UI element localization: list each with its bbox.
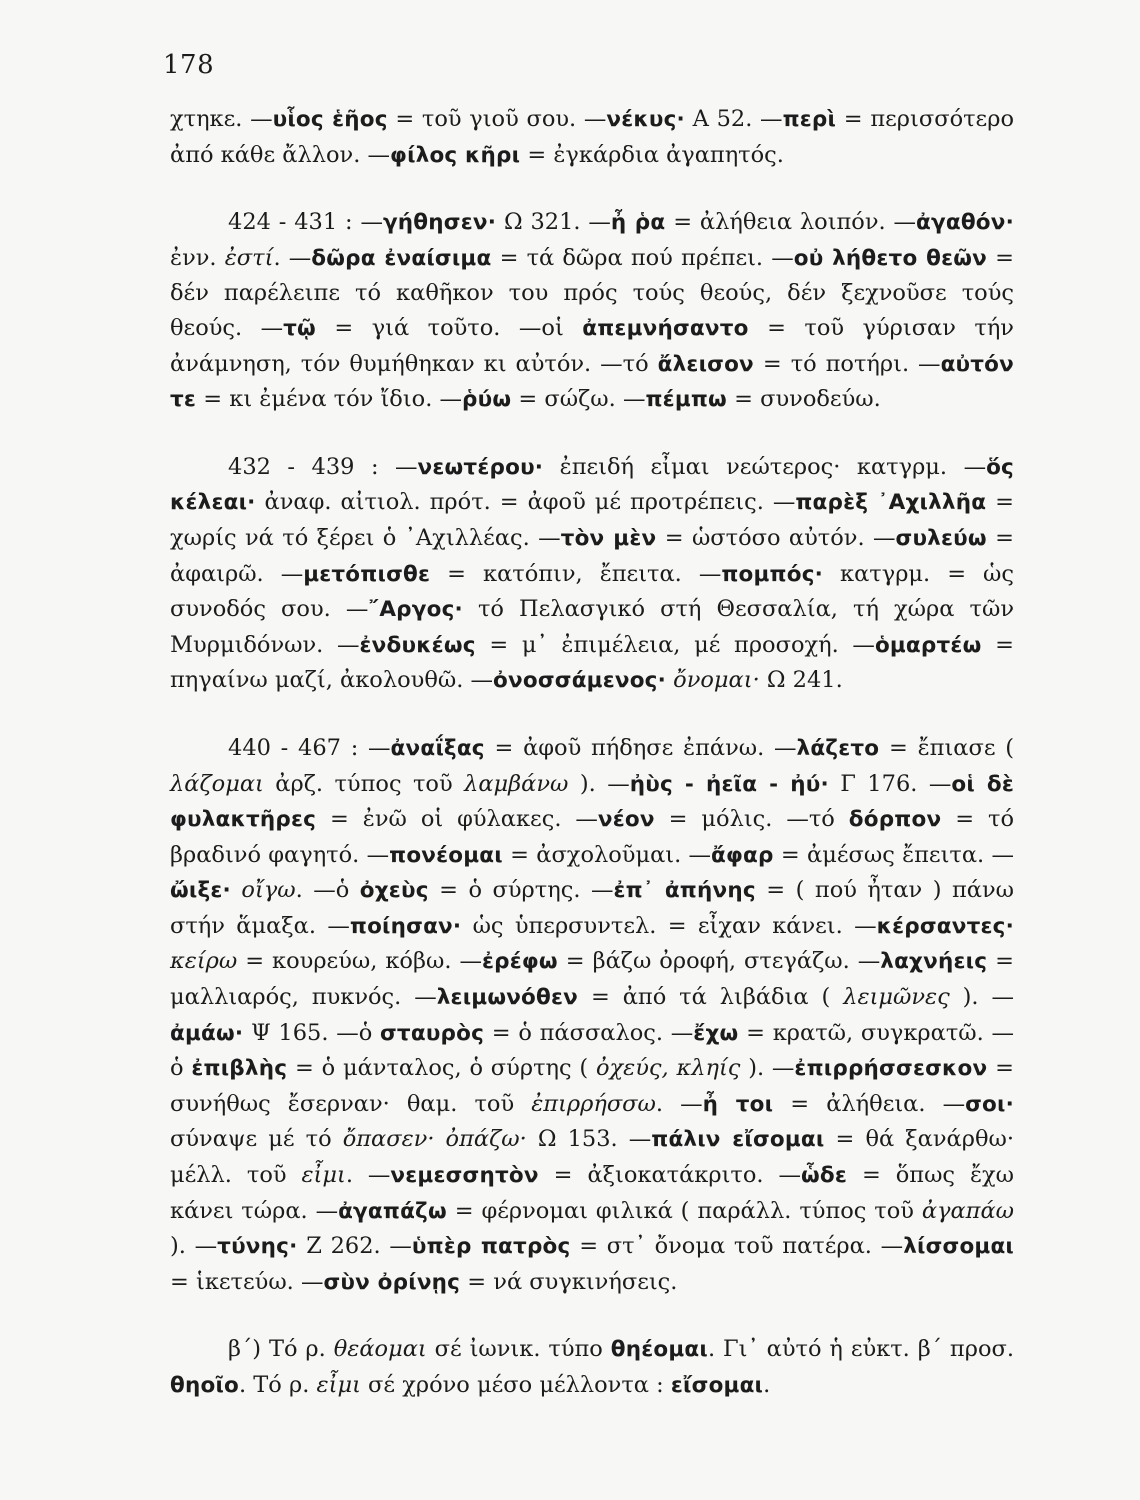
lemma-term: ὑπὲρ πατρὸς [411,1234,571,1260]
lemma-term: ἄλεισον [657,351,754,377]
italic-form: λαμβάνω [464,770,569,797]
commentary-paragraph-432-439: 432 - 439 : —νεωτέρου· ἐπειδή εἶμαι νεώτερος· κατγρμ. —ὅς κέλεαι· ἀναφ. αἰτιολ. πρότ. = ἀφοῦ μέ προτρέπεις. —παρὲξ ᾿Αχιλλῆα = χωρίς νά τό ξέρει ὁ ᾿Αχιλλέας. —τὸν μὲν = ὡστόσο αὐτόν. —συλεύω = ἀφαιρῶ. —μετόπισθε = κατόπιν, ἔπειτα. —πομπός· κατγρμ. = ὡς συνοδός σου. —῎Αργος· τό Πελασγικό στή Θεσσαλία, τή χώρα τῶν Μυρμιδόνων. —ἐνδυκέως = μ᾿ ἐπιμέλεια, μέ προσοχή. —ὁμαρτέω = πηγαίνω μαζί, ἀκολουθῶ. —ὀνοσσάμενος· ὄνομαι· Ω 241. [170,453,1015,694]
lemma-term: λίσσομαι [903,1234,1014,1260]
lemma-term: ἀναΐξας [390,735,485,761]
lemma-term: ὅς κέλεαι· [170,454,1014,516]
lemma-term: λαχνήεις [880,949,988,975]
lemma-term: γήθησεν· [382,210,497,236]
lemma-term: λειμωνόθεν [436,985,579,1011]
lemma-term: ἀμάω· [170,1020,244,1046]
lemma-term: ἄφαρ [711,842,774,868]
italic-form: κείρω [170,948,238,975]
lemma-term: μετόπισθε [303,561,431,587]
lemma-term: υἷος ἑῆος [272,107,388,132]
italic-form: θεάομαι [333,1336,427,1363]
lemma-term: κέρσαντες· [876,913,1014,939]
lemma-term: σὺν ὀρίνῃς [323,1269,461,1295]
commentary-text [170,102,1014,1404]
lemma-term: ῥύω [462,387,512,413]
lemma-term: ἔχω [693,1020,739,1046]
lemma-term: περὶ [782,107,837,132]
lemma-term: ἀγαπάζω [338,1198,447,1224]
lemma-term: ἐπιρρήσσεσκον [794,1056,988,1082]
commentary-note-b: β΄) Τό ρ. θεάομαι σέ ἰωνικ. τύπο θηέομαι. Γι᾿ αὐτό ἡ εὐκτ. β΄ προσ. θηοῖο. Τό ρ. εἶμι σέ χρόνο μέσο μέλλοντα : εἴσομαι. [170,1336,1014,1398]
lemma-term: πάλιν εἴσομαι [651,1127,825,1153]
lemma-term: τὸν μὲν [560,525,657,551]
lemma-term: ἦ ῥα [610,210,666,236]
lemma-term: θηέομαι [610,1337,708,1363]
lemma-term: ἐπ᾿ ἀπήνης [613,878,756,904]
italic-form: οἴγω [241,877,296,904]
italic-form: ὄνομαι· [673,667,760,694]
lemma-term: νέκυς· [606,107,685,132]
lemma-term: ὤιξε· [170,878,231,904]
lemma-term: εἴσομαι [670,1373,764,1398]
italic-form: ἀγαπάω [921,1197,1015,1224]
italic-form: λάζομαι [170,770,264,797]
italic-form: ὀχεύς, κληίς [595,1055,741,1082]
lemma-term: πέμπω [645,387,727,413]
lemma-term: πομπός· [721,561,824,587]
lemma-term: ἐνδυκέως [359,632,476,658]
lemma-term: ἀπεμνήσαντο [582,315,749,341]
lemma-term: ἦ τοι [702,1091,774,1117]
lemma-term: σταυρὸς [379,1020,485,1046]
lemma-term: συλεύω [895,525,987,551]
lemma-term: ῎Αργος· [368,597,463,623]
italic-form: ὄπασεν· ὀπάζω· [342,1126,527,1153]
commentary-paragraph-440-467: 440 - 467 : —ἀναΐξας = ἀφοῦ πήδησε ἐπάνω. —λάζετο = ἔπιασε ( λάζομαι ἀρζ. τύπος τοῦ λαμβάνω ). —ἠὺς - ἠεῖα - ἠύ· Γ 176. —οἱ δὲ φυλακτῆρες = ἐνῶ οἱ φύλακες. —νέον = μόλις. —τό δόρπον = τό βραδινό φαγητό. —πονέομαι = ἀσχολοῦμαι. —ἄφαρ = ἀμέσως ἔπειτα. —ὤιξε· οἴγω. —ὁ ὀχεὺς = ὁ σύρτης. —ἐπ᾿ ἀπήνης = ( πού ἦταν ) πάνω στήν ἅμαξα. —ποίησαν· ὡς ὑπερσυντελ. = εἶχαν κάνει. —κέρσαντες· κείρω = κουρεύω, κόβω. —ἐρέφω = βάζω ὀροφή, στεγάζω. —λαχνήεις = μαλλιαρός, πυκνός. —λειμωνόθεν = ἀπό τά λιβάδια ( λειμῶνες ). —ἀμάω· Ψ 165. —ὁ σταυρὸς = ὁ πάσσαλος. —ἔχω = κρατῶ, συγκρατῶ. —ὁ ἐπιβλὴς = ὁ μάνταλος, ὁ σύρτης ( ὀχεύς, κληίς ). —ἐπιρρήσσεσκον = συνήθως ἔσερναν· θαμ. τοῦ ἐπιρρήσσω. —ἦ τοι = ἀλήθεια. —σοι· σύναψε μέ τό ὄπασεν· ὀπάζω· Ω 153. —πάλιν εἴσομαι = θά ξανάρθω· μέλλ. τοῦ εἶμι. —νεμεσσητὸν = ἀξιοκατάκριτο. —ὧδε = ὅπως ἔχω κάνει τώρα. —ἀγαπάζω = φέρνομαι φιλικά ( παράλλ. τύπος τοῦ ἀγαπάω ). —τύνης· Ζ 262. —ὑπὲρ πατρὸς = στ᾿ ὄνομα τοῦ πατέρα. —λίσσομαι = ἱκετεύω. —σὺν ὀρίνῃς = νά συγκινήσεις. [170,734,1015,1295]
lemma-term: ὧδε [801,1163,848,1189]
lemma-term: φίλος κῆρι [390,142,521,168]
lemma-term: ἐπιβλὴς [191,1056,288,1082]
lemma-term: τῷ [283,315,316,341]
lemma-term: αὐτόν τε [170,351,1014,413]
lemma-term: ποίησαν· [349,913,462,939]
page-number: 178 [163,50,215,80]
commentary-paragraph-424-431: 424 - 431 : —γήθησεν· Ω 321. —ἦ ῥα = ἀλήθεια λοιπόν. —ἀγαθόν· ἐνν. ἐστί. —δῶρα ἐναίσιμα = τά δῶρα πού πρέπει. —οὐ λήθετο θεῶν = δέν παρέλειπε τό καθῆκον του πρός τούς θεούς, δέν ξεχνοῦσε τούς θεούς. —τῷ = γιά τοῦτο. —οἱ ἀπεμνήσαντο = τοῦ γύρισαν τήν ἀνάμνηση, τόν θυμήθηκαν κι αὐτόν. —τό ἄλεισον = τό ποτήρι. —αὐτόν τε = κι ἐμένα τόν ἴδιο. —ῥύω = σώζω. —πέμπω = συνοδεύω. [170,209,1014,413]
lemma-term: νέον [597,807,655,833]
lemma-term: δῶρα ἐναίσιμα [311,245,492,271]
lemma-term: παρὲξ ᾿Αχιλλῆα [795,490,987,516]
lemma-term: ὀχεὺς [359,878,429,904]
lemma-term: τύνης· [217,1234,298,1260]
lemma-term: νεωτέρου· [417,454,544,480]
lemma-term: πονέομαι [389,842,503,868]
lemma-term: ἐρέφω [481,949,558,975]
commentary-paragraph-intro: χτηκε. —υἷος ἑῆος = τοῦ γιοῦ σου. —νέκυς· Α 52. —περὶ = περισσότερο ἀπό κάθε ἄλλον. —φίλος κῆρι = ἐγκάρδια ἀγαπητός. [170,106,1014,168]
lemma-term: ἠὺς - ἠεῖα - ἠύ· [629,771,829,797]
lemma-term: δόρπον [848,807,942,833]
lemma-term: οἱ δὲ φυλακτῆρες [170,771,1015,833]
lemma-term: θηοῖο [170,1373,239,1398]
lemma-term: λάζετο [796,735,880,761]
italic-form: ἐπιρρήσσω [531,1090,656,1117]
lemma-term: ὁμαρτέω [874,632,982,658]
italic-form: εἶμι [316,1372,361,1398]
lemma-term: σοι· [965,1091,1014,1117]
lemma-term: ὀνοσσάμενος· [493,668,666,694]
italic-form: ἐστί [224,244,274,271]
lemma-term: ἀγαθόν· [916,210,1014,236]
lemma-term: νεμεσσητὸν [390,1163,539,1189]
italic-form: λειμῶνες [843,984,950,1011]
lemma-term: οὐ λήθετο θεῶν [793,245,987,271]
italic-form: εἶμι [301,1162,346,1189]
